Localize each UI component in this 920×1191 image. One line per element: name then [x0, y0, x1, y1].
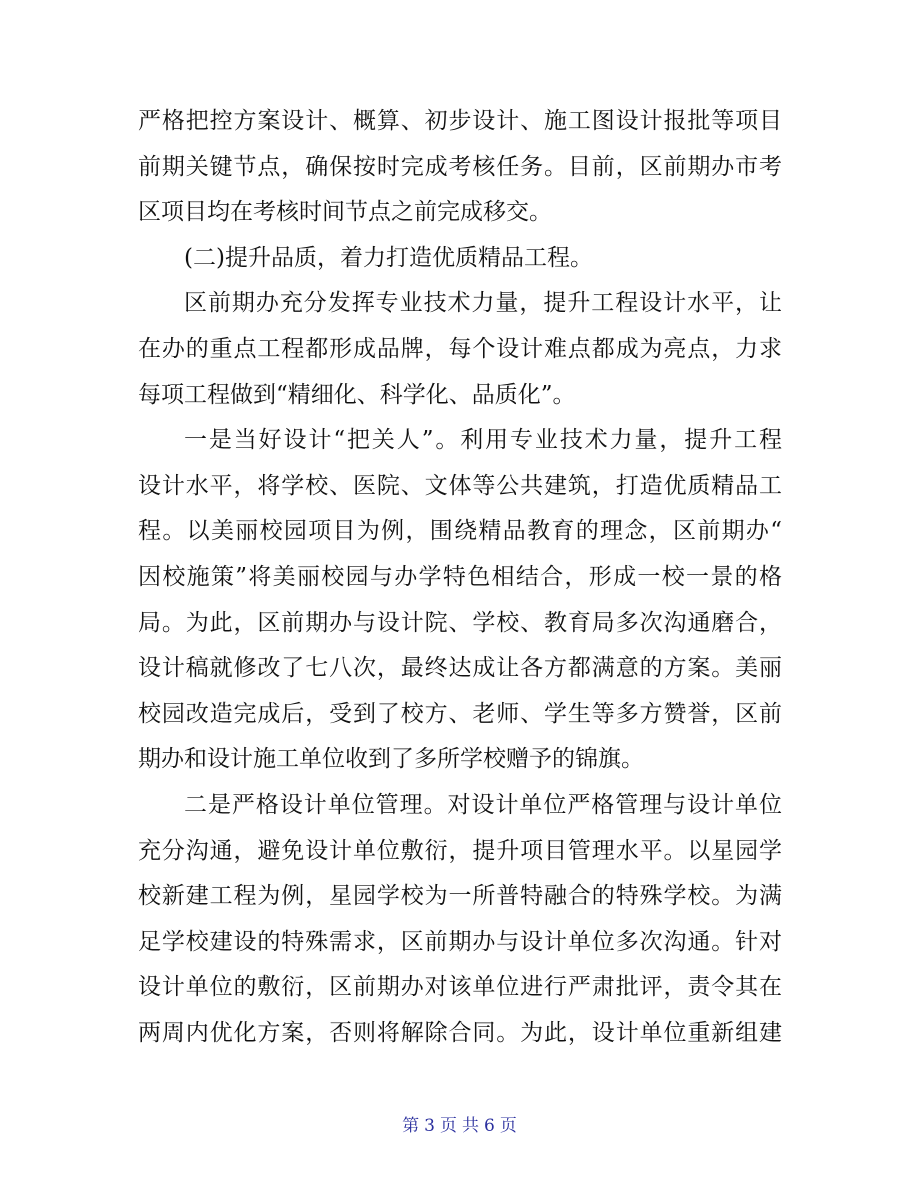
text-line: 区项目均在考核时间节点之前完成移交。 [138, 199, 552, 226]
text-line: 程。以美丽校园项目为例，围绕精品教育的理念，区前期办“ [138, 518, 782, 545]
footer-total-pages: 6 [484, 1116, 496, 1136]
text-line: 充分沟通，避免设计单位敷衍，提升项目管理水平。以星园学 [138, 837, 782, 864]
text-line: (二)提升品质，着力打造优质精品工程。 [184, 244, 593, 271]
paragraph-intro [138, 281, 782, 418]
text-line: 二是严格设计单位管理。对设计单位严格管理与设计单位 [184, 791, 782, 818]
text-line: 每项工程做到“精细化、科学化、品质化”。 [138, 381, 576, 408]
paragraph-point-one [138, 418, 782, 783]
footer-prefix: 第 [402, 1116, 421, 1136]
page-footer [0, 1111, 920, 1136]
text-line: 校园改造完成后，受到了校方、老师、学生等多方赞誉，区前 [138, 700, 782, 727]
footer-total-suffix: 页 [499, 1116, 518, 1136]
text-line: 严格把控方案设计、概算、初步设计、施工图设计报批等项目 [138, 108, 782, 134]
text-line: 设计水平，将学校、医院、文体等公共建筑，打造优质精品工 [138, 472, 782, 499]
text-line: 局。为此，区前期办与设计院、学校、教育局多次沟通磨合， [138, 609, 782, 636]
paragraph-point-two [138, 783, 782, 1057]
paragraph-continuation [138, 99, 782, 236]
text-line: 足学校建设的特殊需求，区前期办与设计单位多次沟通。针对 [138, 928, 782, 955]
footer-page-word: 页 [440, 1116, 458, 1136]
text-line: 区前期办充分发挥专业技术力量，提升工程设计水平，让 [184, 290, 782, 317]
text-line: 设计单位的敷衍，区前期办对该单位进行严肃批评，责令其在 [138, 974, 782, 1001]
section-heading [138, 236, 782, 282]
text-line: 校新建工程为例，星园学校为一所普特融合的特殊学校。为满 [138, 883, 782, 910]
text-line: 在办的重点工程都形成品牌，每个设计难点都成为亮点，力求 [138, 335, 782, 362]
text-line: 一是当好设计“把关人”。利用专业技术力量，提升工程 [184, 427, 782, 454]
footer-current-page: 3 [424, 1116, 436, 1136]
document-body [138, 99, 782, 1056]
text-line: 设计稿就修改了七八次，最终达成让各方都满意的方案。美丽 [138, 655, 782, 682]
text-line: 因校施策”将美丽校园与办学特色相结合，形成一校一景的格 [138, 563, 782, 590]
text-line: 两周内优化方案，否则将解除合同。为此，设计单位重新组建 [138, 1019, 782, 1046]
footer-total-prefix: 共 [462, 1116, 480, 1136]
text-line: 期办和设计施工单位收到了多所学校赠予的锦旗。 [138, 746, 644, 773]
text-line: 前期关键节点，确保按时完成考核任务。目前，区前期办市考 [138, 153, 782, 180]
